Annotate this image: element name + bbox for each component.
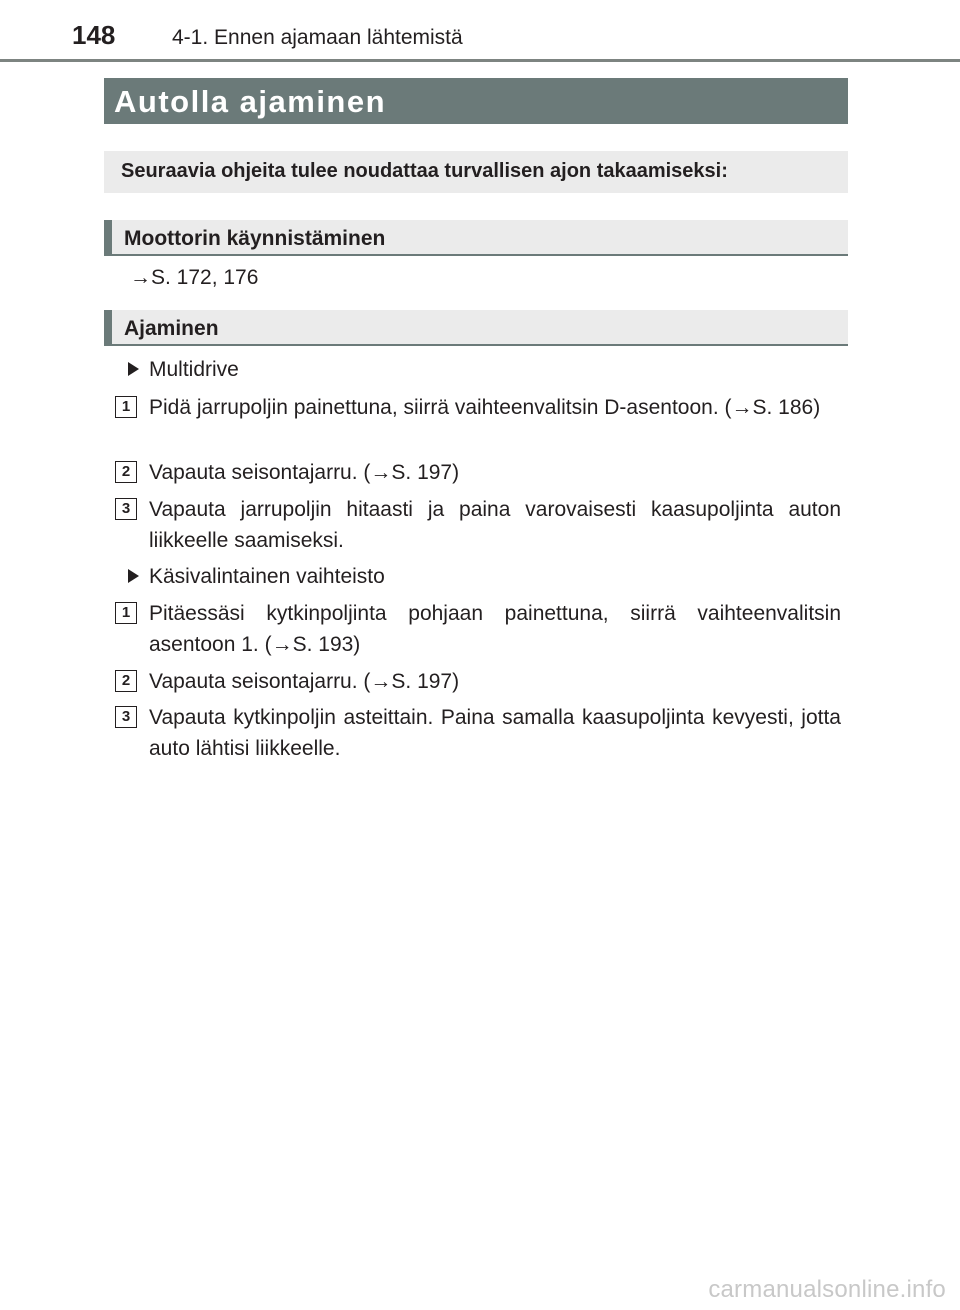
step-badge: 2 — [115, 461, 137, 483]
step-badge: 2 — [115, 670, 137, 692]
step-text: Pitäessäsi kytkinpoljinta pohjaan painettuna, siirrä vaihteenvalitsin asentoon 1. (→S. 193) — [149, 602, 841, 656]
subheading-label: Käsivalintainen vaihteisto — [149, 565, 385, 588]
triangle-bullet-icon — [128, 362, 139, 376]
section-heading-engine-start — [104, 220, 848, 256]
step-text: Vapauta seisontajarru. (→S. 197) — [149, 670, 460, 693]
step-badge: 3 — [115, 498, 137, 520]
step-text: Vapauta seisontajarru. (→S. 197) — [149, 461, 460, 484]
section-heading-label: Moottorin käynnistäminen — [124, 227, 386, 250]
page-title: Autolla ajaminen — [114, 84, 387, 119]
page-number: 148 — [72, 20, 116, 50]
step-badge: 1 — [115, 396, 137, 418]
subheading-label: Multidrive — [149, 358, 239, 381]
page-reference-link[interactable]: →S. 172, 176 — [130, 266, 259, 289]
title-bar — [104, 78, 848, 124]
step-badge: 1 — [115, 602, 137, 624]
chapter-title: 4-1. Ennen ajamaan lähtemistä — [172, 26, 463, 49]
step-text: Vapauta kytkinpoljin asteittain. Paina samalla kaasupoljinta kevyesti, jotta auto lähtisi liikkeelle. — [149, 706, 841, 760]
watermark: carmanualsonline.info — [708, 1276, 946, 1303]
step-text: Pidä jarrupoljin painettuna, siirrä vaihteenvalitsin D-asentoon. (→S. 186) — [149, 396, 821, 419]
step-text: Vapauta jarrupoljin hitaasti ja paina varovaisesti kaasupoljinta auton liikkeelle saamiseksi. — [149, 498, 841, 552]
step-badge: 3 — [115, 706, 137, 728]
section-heading-driving — [104, 310, 848, 346]
intro-text: Seuraavia ohjeita tulee noudattaa turvallisen ajon takaamiseksi: — [121, 160, 728, 182]
intro-box — [104, 151, 848, 193]
section-heading-label: Ajaminen — [124, 317, 219, 340]
triangle-bullet-icon — [128, 569, 139, 583]
header-rule — [0, 59, 960, 62]
